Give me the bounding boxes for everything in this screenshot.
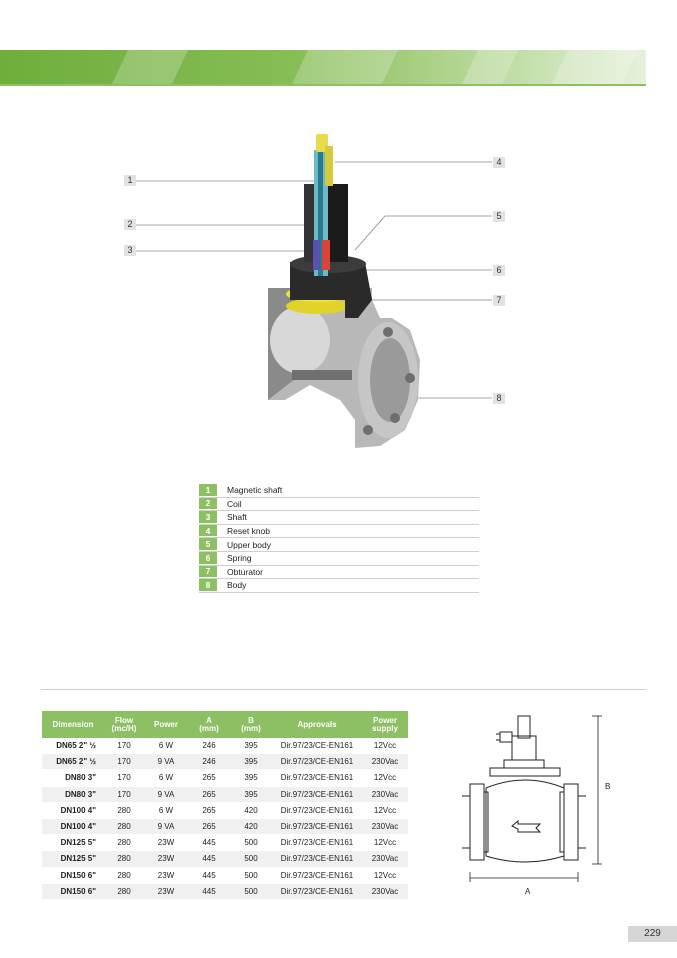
table-cell: 230Vac (362, 786, 408, 802)
table-cell: 230Vac (362, 883, 408, 899)
table-cell: Dir.97/23/CE-EN161 (272, 802, 362, 818)
table-cell: Dir.97/23/CE-EN161 (272, 851, 362, 867)
legend-row (199, 566, 479, 580)
table-cell: 246 (188, 738, 230, 754)
table-cell: 420 (230, 818, 272, 834)
table-cell: 500 (230, 851, 272, 867)
table-cell: 230Vac (362, 818, 408, 834)
callout-8: 8 (493, 393, 505, 404)
table-cell: 500 (230, 883, 272, 899)
callout-4: 4 (493, 157, 505, 168)
legend-number: 8 (199, 579, 217, 592)
table-cell: DN65 2" ½ (42, 738, 104, 754)
callout-7: 7 (493, 295, 505, 306)
table-cell: 170 (104, 770, 144, 786)
table-row (42, 738, 408, 754)
table-cell: 265 (188, 802, 230, 818)
legend-label: Reset knob (227, 526, 270, 537)
table-cell: 9 VA (144, 818, 188, 834)
table-cell: 6 W (144, 802, 188, 818)
callout-3: 3 (124, 245, 136, 256)
table-cell: DN150 6" (42, 883, 104, 899)
table-row (42, 770, 408, 786)
table-row (42, 883, 408, 899)
callout-1: 1 (124, 175, 136, 186)
table-cell: 170 (104, 754, 144, 770)
legend-label: Body (227, 580, 247, 591)
legend-label: Spring (227, 553, 252, 564)
table-row (42, 786, 408, 802)
legend-label: Obturator (227, 566, 263, 577)
table-cell: DN125 5" (42, 835, 104, 851)
table-cell: 280 (104, 867, 144, 883)
table-cell: DN80 3" (42, 786, 104, 802)
table-cell: 280 (104, 802, 144, 818)
legend-row (199, 511, 479, 525)
legend-number: 7 (199, 566, 217, 579)
header-flow: Flow (mc/H) (104, 711, 144, 738)
table-cell: 280 (104, 818, 144, 834)
parts-legend (199, 484, 479, 593)
callout-2: 2 (124, 219, 136, 230)
legend-number: 5 (199, 538, 217, 551)
table-cell: Dir.97/23/CE-EN161 (272, 770, 362, 786)
table-cell: 280 (104, 835, 144, 851)
table-cell: 6 W (144, 738, 188, 754)
table-cell: Dir.97/23/CE-EN161 (272, 738, 362, 754)
header-a: A (mm) (188, 711, 230, 738)
table-cell: 445 (188, 883, 230, 899)
table-cell: 12Vcc (362, 738, 408, 754)
table-row (42, 851, 408, 867)
table-cell: 23W (144, 867, 188, 883)
legend-number: 6 (199, 552, 217, 565)
table-cell: 23W (144, 851, 188, 867)
table-cell: DN65 2" ½ (42, 754, 104, 770)
legend-number: 4 (199, 525, 217, 538)
valve-cutaway-illustration (0, 0, 677, 470)
table-cell: 500 (230, 867, 272, 883)
table-body (42, 738, 408, 899)
table-row (42, 802, 408, 818)
legend-row (199, 498, 479, 512)
table-cell: 12Vcc (362, 770, 408, 786)
table-cell: 170 (104, 738, 144, 754)
page-number: 229 (628, 926, 677, 942)
table-cell: 12Vcc (362, 802, 408, 818)
table-cell: DN100 4" (42, 818, 104, 834)
dimension-drawing (460, 706, 610, 906)
table-cell: Dir.97/23/CE-EN161 (272, 786, 362, 802)
legend-row (199, 552, 479, 566)
table-cell: 230Vac (362, 851, 408, 867)
table-cell: 265 (188, 770, 230, 786)
table-header-row (42, 711, 408, 738)
legend-number: 1 (199, 484, 217, 497)
table-cell: 395 (230, 786, 272, 802)
section-divider (41, 689, 646, 690)
table-cell: 395 (230, 754, 272, 770)
table-cell: 395 (230, 738, 272, 754)
table-cell: 265 (188, 818, 230, 834)
legend-number: 3 (199, 511, 217, 524)
table-cell: 23W (144, 883, 188, 899)
header-power: Power (144, 711, 188, 738)
table-row (42, 867, 408, 883)
legend-label: Magnetic shaft (227, 485, 283, 496)
legend-number: 2 (199, 498, 217, 511)
table-cell: 280 (104, 883, 144, 899)
table-row (42, 818, 408, 834)
table-cell: Dir.97/23/CE-EN161 (272, 754, 362, 770)
table-cell: 12Vcc (362, 867, 408, 883)
table-cell: 170 (104, 786, 144, 802)
table-cell: DN100 4" (42, 802, 104, 818)
table-cell: 420 (230, 802, 272, 818)
table-cell: Dir.97/23/CE-EN161 (272, 883, 362, 899)
table-cell: Dir.97/23/CE-EN161 (272, 818, 362, 834)
table-cell: DN125 5" (42, 851, 104, 867)
table-row (42, 835, 408, 851)
table-cell: 445 (188, 867, 230, 883)
specification-table (42, 711, 408, 900)
header-b: B (mm) (230, 711, 272, 738)
table-cell: 445 (188, 851, 230, 867)
table-row (42, 754, 408, 770)
table-cell: 265 (188, 786, 230, 802)
table-cell: Dir.97/23/CE-EN161 (272, 835, 362, 851)
table-cell: 246 (188, 754, 230, 770)
header-power-supply: Power supply (362, 711, 408, 738)
legend-label: Coil (227, 498, 242, 509)
table-cell: DN150 6" (42, 867, 104, 883)
legend-row (199, 579, 479, 593)
legend-label: Shaft (227, 512, 247, 523)
table-cell: 9 VA (144, 754, 188, 770)
table-cell: Dir.97/23/CE-EN161 (272, 867, 362, 883)
callout-6: 6 (493, 265, 505, 276)
legend-row (199, 525, 479, 539)
legend-row (199, 484, 479, 498)
table-cell: 395 (230, 770, 272, 786)
dimension-b-label: B (605, 782, 611, 791)
header-approvals: Approvals (272, 711, 362, 738)
table-cell: 23W (144, 835, 188, 851)
callout-5: 5 (493, 211, 505, 222)
table-cell: 230Vac (362, 754, 408, 770)
legend-label: Upper body (227, 539, 271, 550)
table-cell: 445 (188, 835, 230, 851)
header-dimension: Dimension (42, 711, 104, 738)
table-cell: 500 (230, 835, 272, 851)
dimension-a-label: A (525, 887, 531, 896)
table-cell: 6 W (144, 770, 188, 786)
table-cell: 280 (104, 851, 144, 867)
table-cell: DN80 3" (42, 770, 104, 786)
table-cell: 9 VA (144, 786, 188, 802)
table-cell: 12Vcc (362, 835, 408, 851)
legend-row (199, 538, 479, 552)
